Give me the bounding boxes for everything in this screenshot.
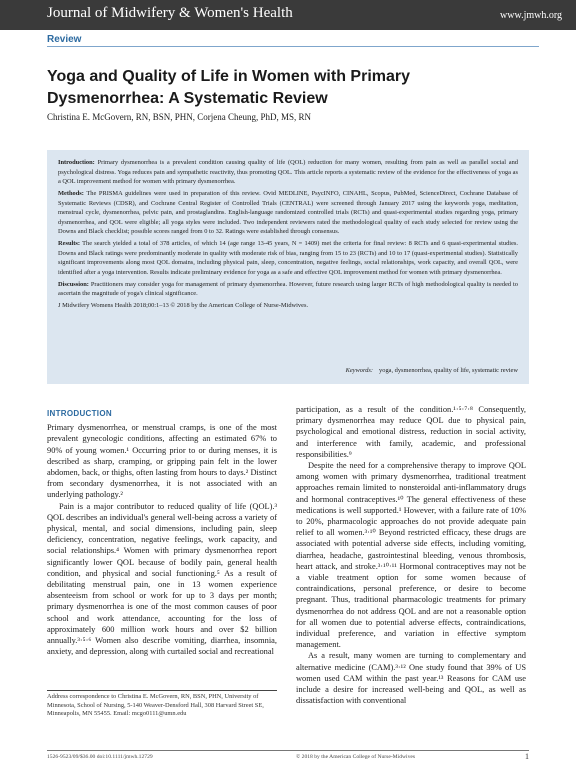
article-authors: Christina E. McGovern, RN, BSN, PHN, Corjena Cheung, PhD, MS, RN	[47, 112, 312, 122]
body-column-left	[47, 408, 277, 657]
page-number: 1	[525, 752, 529, 761]
abstract-intro-label: Introduction:	[58, 159, 95, 166]
keywords-label: Keywords:	[345, 366, 374, 374]
header-divider	[47, 46, 539, 47]
abstract-box	[47, 150, 529, 384]
introduction-heading: INTRODUCTION	[47, 409, 112, 418]
journal-header-bar	[0, 0, 576, 30]
footer-divider	[47, 750, 529, 751]
body-column-right	[296, 404, 526, 706]
abstract-methods-label: Methods:	[58, 190, 84, 197]
keywords-text: yoga, dysmenorrhea, quality of life, systematic review	[379, 366, 518, 374]
footer-copyright: © 2018 by the American College of Nurse-Midwives	[296, 754, 416, 760]
abstract-discussion-text: Practitioners may consider yoga for management of primary dysmenorrhea. However, future research using larger RCTs of high methodological quality is needed to ascertain the magnitude of yoga's clinical significance.	[58, 280, 518, 297]
abstract-results-text: The search yielded a total of 378 articles, of which 14 (age range 13-45 years, N = 1409) met the criteria for final review: 8 RCTs and 6 quasi-experimental studies. Downs and Black ratings were predominantly moderate in quality with moderate risk of bias, ranging from 15 to 23 (RCTs) and 10 to 17 (quasi-experimental studies). Statistically significant improvements along most QOL domains, including physical pain, sleep, concentration, negative feelings, social relationships, work capacity, and overall QOL, were identified after a yoga intervention. Results indicate preliminary evidence for yoga as a safe and effective QOL improvement method for women with primary dysmenorrhea.	[58, 240, 518, 276]
body-paragraph: Primary dysmenorrhea, or menstrual cramps, is one of the most prevalent gynecologic conditions, affecting an estimated 67% to 90% of young women.¹ Occurring prior to or during menses, it is described as sharp, cramping, or gripping pain felt in the lower abdomen, back, or thighs, often lasting from hours to days.² Distinct from secondary dysmenorrhea, it is not associated with an underlying pathology.²	[47, 423, 277, 500]
abstract-discussion	[58, 280, 518, 299]
keywords-line	[346, 366, 518, 376]
body-paragraph: Pain is a major contributor to reduced quality of life (QOL).³ QOL describes an individual's general well-being across a variety of physical, mental, and social dimensions, including pain, sleep deficiency, concentration, negative feelings, work capacity, and social relationships.⁴ Women with primary dysmenorrhea report significantly lower QOL because of bodily pain, general health condition, and physical and social functioning.⁵ As a result of debilitating menstrual pain, one in 13 women experience absenteeism from school or work for up to 3 days per month; primary dysmenorrhea is one of the most common causes of poor school and work attendance, accounting for the loss of approximately 600 million work hours and over $2 billion annually.³·⁵·⁶ Women also describe vomiting, diarrhea, insomnia, anxiety, and depression, along with curtailed social and recreational	[47, 501, 277, 657]
abstract-results	[58, 239, 518, 277]
correspondence-footnote: Address correspondence to Christina E. McGovern, RN, BSN, PHN, University of Minnesota, School of Nursing, 5-140 Weaver-Densford Hall, 308 Harvard Street SE, Minneapolis, MN 55455. Email: mcgo0111@umn.edu	[47, 693, 264, 718]
abstract-introduction	[58, 158, 518, 187]
footnote-divider	[47, 690, 277, 691]
footer-doi: 1526-9523/09/$36.00 doi:10.1111/jmwh.12729	[47, 754, 153, 760]
article-title: Yoga and Quality of Life in Women with Primary Dysmenorrhea: A Systematic Review	[47, 68, 411, 107]
body-paragraph: As a result, many women are turning to complementary and alternative medicine (CAM).³·¹² One study found that 39% of US women used CAM within the past year.¹³ Reasons for CAM use include a desire for increased well-being and QOL, as well as dissatisfaction with conventional	[296, 651, 526, 706]
section-label: Review	[47, 34, 82, 45]
abstract-discussion-label: Discussion:	[58, 280, 89, 288]
abstract-intro-text: Primary dysmenorrhea is a prevalent condition causing quality of life (QOL) reduction for many women, resulting from pain as well as parallel social and psychological distress. Yoga reduces pain and sympathetic reactivity, thus promoting QOL. This article reports a systematic review of the evidence for the effectiveness of yoga as a QOL improvement method for women with primary dysmenorrhea.	[58, 159, 518, 185]
body-paragraph: participation, as a result of the condition.¹·⁵·⁷·⁸ Consequently, primary dysmenorrhea may reduce QOL due to physical pain, psychological and emotional distress, reduction in social activity, and interference with family, academic, and professional responsibilities.⁹	[296, 405, 526, 459]
abstract-citation: J Midwifery Womens Health 2018;00:1–13 © 2018 by the American College of Nurse-Midwives.	[58, 302, 309, 309]
journal-url[interactable]: www.jmwh.org	[500, 10, 562, 21]
abstract-methods	[58, 189, 518, 237]
body-paragraph: Despite the need for a comprehensive therapy to improve QOL among women with primary dysmenorrhea, traditional treatment approaches remain limited to nonsteroidal anti-inflammatory drugs and hormonal contraceptives.¹⁰ The general effectiveness of these medications is well supported.¹ However, with a failure rate of 10% to 20%, pharmacologic approaches do not provide adequate pain relief to all women.³·¹⁰ Beyond restricted efficacy, these drugs are associated with potential adverse side effects, including vomiting, diarrhea, headache, gastrointestinal bleeding, venous thrombosis, heart attack, and stroke.³·¹⁰·¹¹ Hormonal contraceptives may not be a viable treatment option for some women because of contraindications, personal preference, or desire to become pregnant. Thus, traditional pharmacologic treatments for primary dysmenorrhea do not address QOL and are not a reasonable option for all women due to potential adverse effects, contraindications, individual preference, and variation in effective symptom management.	[296, 461, 526, 650]
journal-title: Journal of Midwifery & Women's Health	[47, 5, 293, 21]
abstract-results-label: Results:	[58, 240, 81, 247]
abstract-methods-text: The PRISMA guidelines were used in preparation of this review. Ovid MEDLINE, PsycINFO, CINAHL, Scopus, PubMed, ScienceDirect, Cochrane Database of Systematic Reviews (CDSR), and Cochrane Central Register of Controlled Trials (CENTRAL) were screened through January 2017 using the keywords yoga, meditation, menstrual cycle, dysmenorrhea, pelvic pain, and prostaglandins. English-language randomized controlled trials (RCTs) and quasi-experimental studies regarding yoga, primary dysmenorrhea, and QOL were eligible; all yoga styles were included. Two independent reviewers rated the methodological quality of each study selected for review using the Downs and Black checklist; possible scores ranged from 0 to 32. Ratings were established through consensus.	[58, 190, 519, 235]
